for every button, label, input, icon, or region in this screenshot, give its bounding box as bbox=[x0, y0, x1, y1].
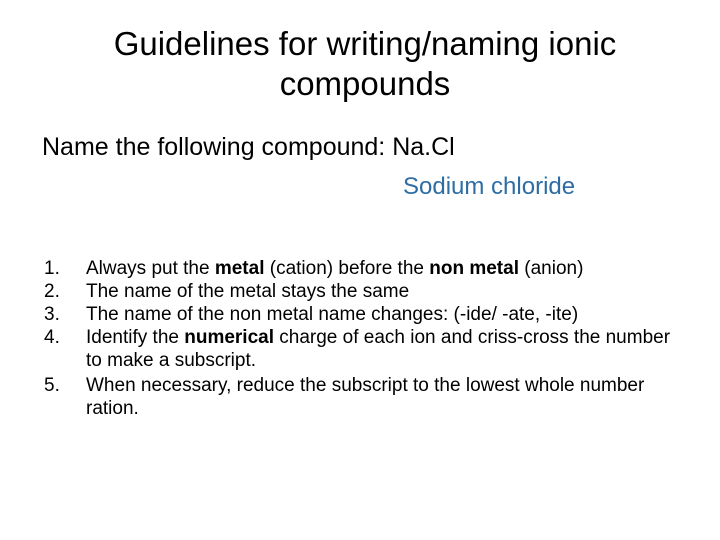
rule-item bbox=[44, 257, 684, 280]
rules-list bbox=[44, 257, 684, 420]
question-prompt: Name the following compound: Na.Cl bbox=[42, 133, 455, 161]
rule-text-segment: charge of each ion and criss-cross the number to make a subscript. bbox=[86, 327, 671, 371]
rule-item bbox=[44, 326, 684, 372]
rule-number: 4. bbox=[44, 327, 60, 348]
rule-text-segment: The name of the non metal name changes: (-ide/ -ate, -ite) bbox=[86, 304, 579, 325]
rule-keyword: metal bbox=[214, 258, 265, 279]
rule-number: 3. bbox=[44, 304, 60, 325]
rule-number: 5. bbox=[44, 375, 60, 396]
rule-text-segment: Identify the bbox=[86, 327, 185, 348]
rule-text-segment: (anion) bbox=[518, 258, 584, 279]
rule-keyword: non metal bbox=[429, 258, 519, 279]
rule-text-segment: Always put the bbox=[86, 258, 215, 279]
slide-title: Guidelines for writing/naming ionic compounds bbox=[113, 25, 617, 102]
rule-text bbox=[86, 258, 583, 279]
rule-item bbox=[44, 374, 684, 420]
rule-text bbox=[86, 304, 578, 325]
rule-item bbox=[44, 280, 684, 303]
rule-number: 2. bbox=[44, 281, 60, 302]
rule-text bbox=[86, 327, 670, 371]
rule-text bbox=[86, 281, 409, 302]
rule-item bbox=[44, 303, 684, 326]
rule-number: 1. bbox=[44, 258, 60, 279]
rule-keyword: numerical bbox=[184, 327, 274, 348]
rule-text-segment: When necessary, reduce the subscript to the lowest whole number ration. bbox=[86, 375, 645, 419]
rule-text bbox=[86, 375, 644, 419]
answer-text: Sodium chloride bbox=[403, 173, 576, 200]
rule-text-segment: (cation) before the bbox=[264, 258, 430, 279]
rule-text-segment: The name of the metal stays the same bbox=[86, 281, 410, 302]
